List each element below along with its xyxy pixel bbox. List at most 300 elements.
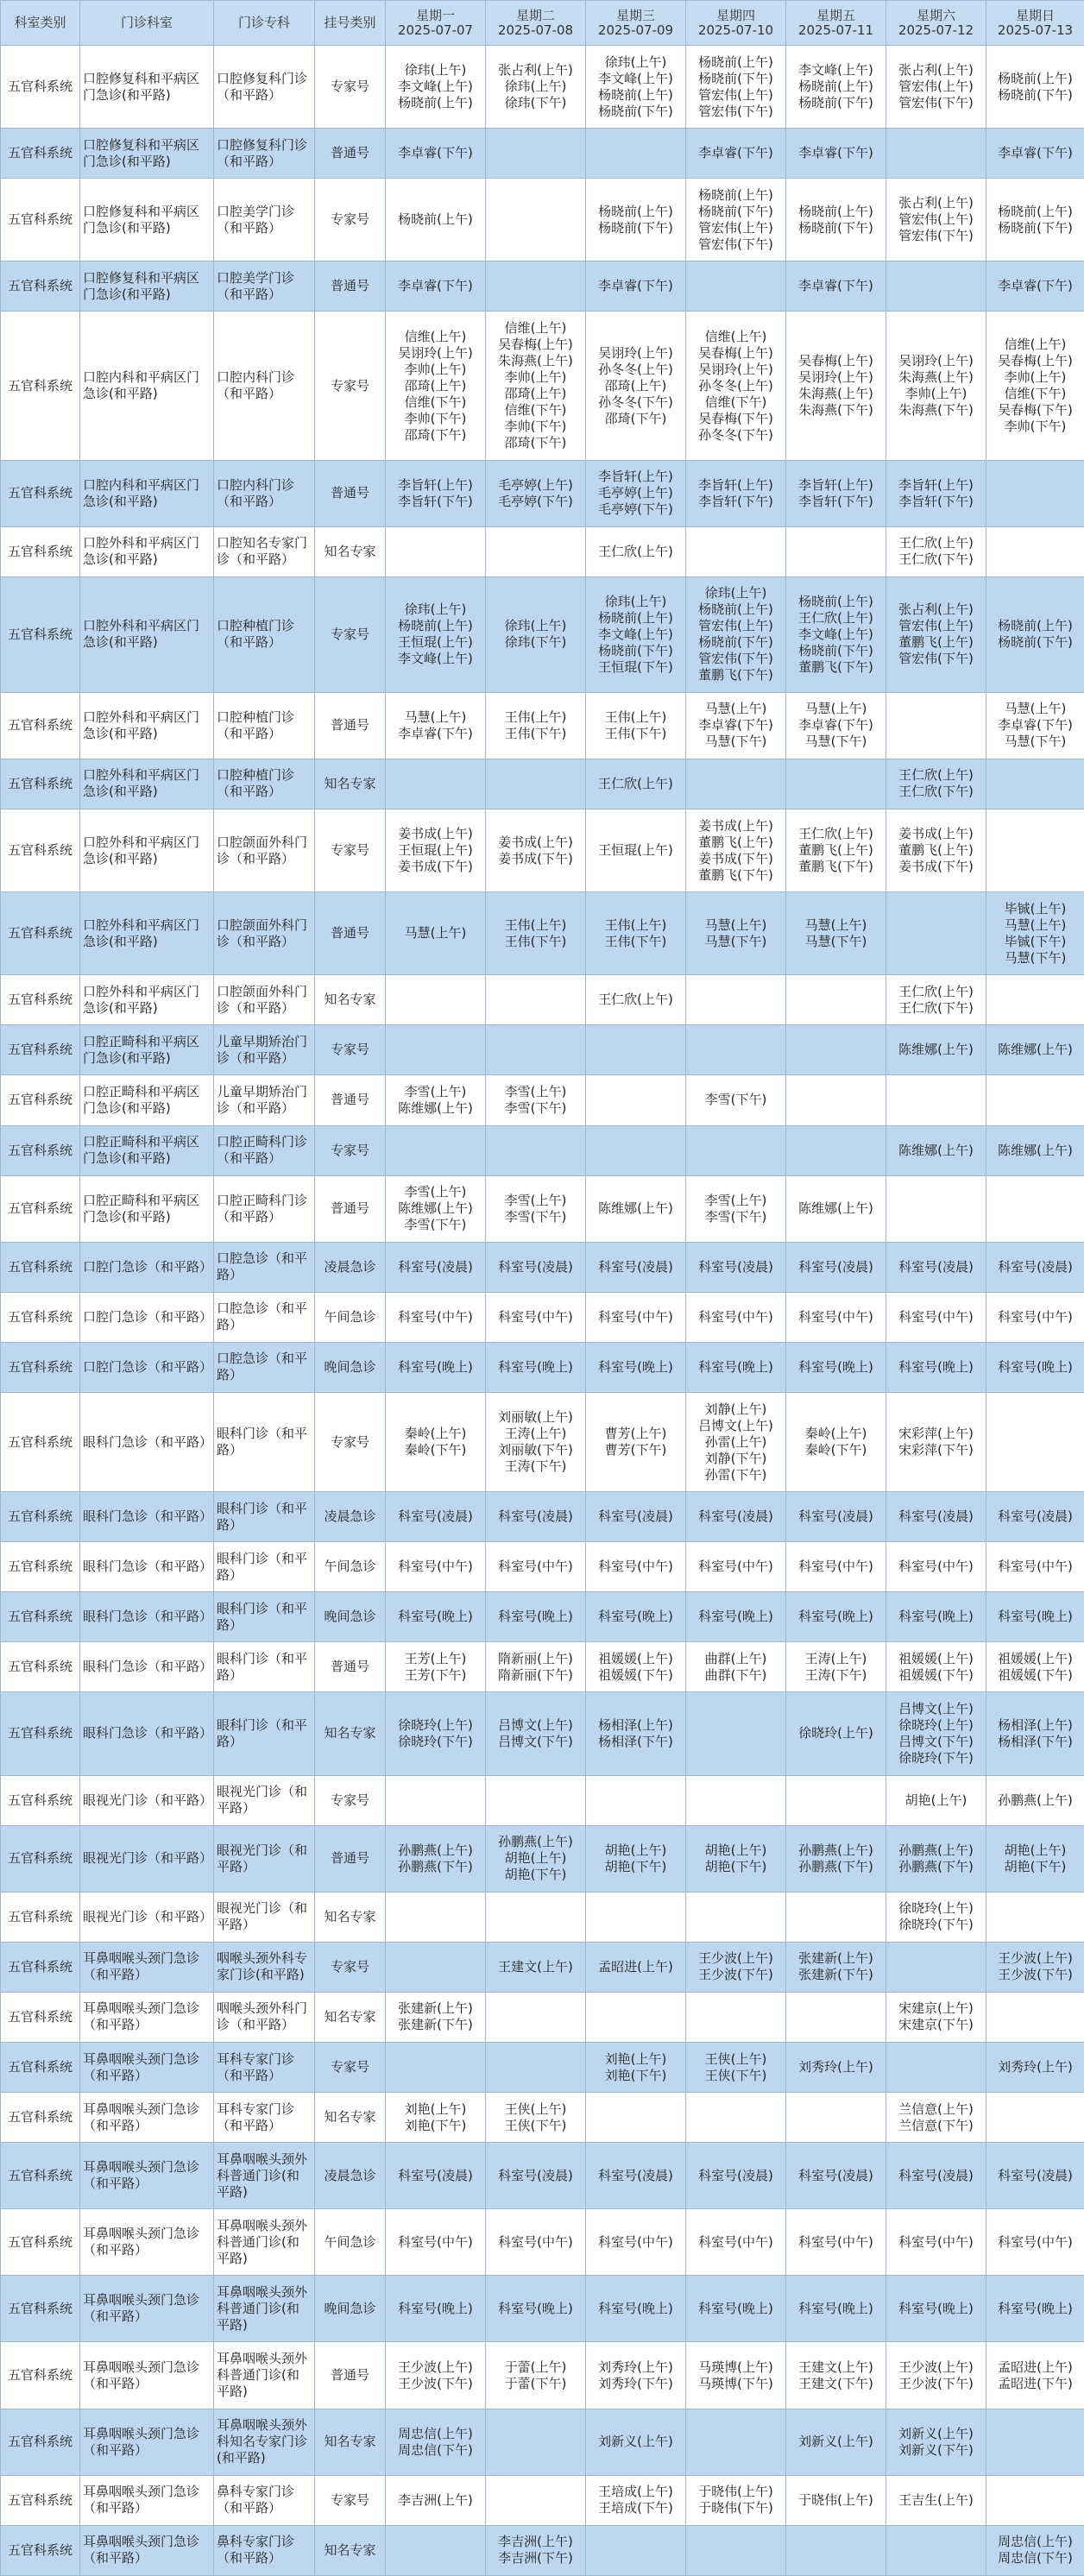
category-cell: 五官科系统 bbox=[1, 1025, 80, 1075]
doctor-slot: 董鹏飞(下午) bbox=[798, 859, 873, 875]
day-cell bbox=[786, 576, 886, 692]
weekday-label: 星期三 bbox=[615, 7, 655, 23]
day-cell bbox=[486, 1825, 586, 1892]
doctor-slot: 李帅(上午) bbox=[904, 386, 967, 402]
day-cell bbox=[886, 261, 986, 312]
doctor-slot: 吴春梅(上午) bbox=[798, 353, 873, 369]
reg-type-cell: 普通号 bbox=[315, 1175, 386, 1242]
day-cell bbox=[986, 1075, 1084, 1125]
doctor-slot: 科室号(晚上) bbox=[598, 1609, 673, 1625]
specialty-cell: 口腔美学门诊（和平路） bbox=[214, 261, 315, 312]
doctor-slot: 马慧(上午) bbox=[1004, 701, 1067, 717]
doctor-slot: 胡艳(上午) bbox=[704, 1842, 767, 1858]
doctor-slot: 李卓睿(下午) bbox=[798, 145, 873, 161]
clinic-cell: 眼科门急诊（和平路） bbox=[80, 1392, 214, 1491]
day-cell bbox=[386, 1692, 486, 1775]
day-cell bbox=[686, 261, 786, 312]
specialty-cell: 口腔颌面外科门诊（和平路） bbox=[214, 809, 315, 892]
doctor-slot: 李卓睿(下午) bbox=[598, 278, 673, 294]
doctor-slot: 刘艳(上午) bbox=[404, 2100, 467, 2117]
day-cell bbox=[386, 1492, 486, 1542]
table-row bbox=[1, 892, 1084, 975]
day-cell bbox=[486, 2525, 586, 2575]
day-cell bbox=[386, 460, 486, 526]
category-cell: 五官科系统 bbox=[1, 975, 80, 1025]
doctor-slot: 孙冬冬(上午) bbox=[698, 377, 773, 394]
reg-type-cell: 知名专家 bbox=[315, 759, 386, 809]
doctor-slot: 于蕾(下午) bbox=[504, 2375, 567, 2391]
doctor-slot: 王仁欣(下午) bbox=[898, 784, 974, 800]
doctor-slot: 管宏伟(下午) bbox=[898, 95, 974, 111]
table-row bbox=[1, 1175, 1084, 1242]
weekday-label: 星期二 bbox=[515, 7, 555, 23]
doctor-slot: 科室号(凌晨) bbox=[698, 1258, 773, 1275]
clinic-cell: 耳鼻咽喉头颈门急诊（和平路） bbox=[80, 2093, 214, 2143]
day-cell bbox=[386, 1075, 486, 1125]
day-cell bbox=[586, 2143, 686, 2209]
doctor-slot: 科室号(中午) bbox=[798, 1559, 873, 1575]
day-cell bbox=[786, 2043, 886, 2093]
clinic-cell: 耳鼻咽喉头颈门急诊（和平路） bbox=[80, 2043, 214, 2093]
clinic-cell: 耳鼻咽喉头颈门急诊（和平路） bbox=[80, 2276, 214, 2342]
doctor-slot: 于晓伟(下午) bbox=[698, 2500, 773, 2516]
reg-type-cell: 专家号 bbox=[315, 2043, 386, 2093]
doctor-slot: 王侠(下午) bbox=[504, 2117, 567, 2133]
weekday-label: 星期五 bbox=[816, 7, 855, 23]
doctor-slot: 王仁欣(上午) bbox=[598, 543, 673, 559]
specialty-cell: 儿童早期矫治门诊（和平路） bbox=[214, 1075, 315, 1125]
specialty-cell: 眼科门诊（和平路） bbox=[214, 1542, 315, 1592]
doctor-slot: 管宏伟(上午) bbox=[898, 211, 974, 228]
day-cell bbox=[486, 2475, 586, 2525]
doctor-slot: 科室号(晚上) bbox=[798, 2300, 873, 2316]
day-cell bbox=[986, 1892, 1084, 1942]
day-cell bbox=[486, 1992, 586, 2042]
category-cell: 五官科系统 bbox=[1, 2342, 80, 2409]
doctor-slot: 科室号(晚上) bbox=[698, 1358, 773, 1375]
doctor-slot: 李文峰(上午) bbox=[798, 62, 873, 79]
category-cell: 五官科系统 bbox=[1, 1292, 80, 1342]
doctor-slot: 王芳(下午) bbox=[404, 1666, 467, 1683]
specialty-cell: 口腔急诊（和平路） bbox=[214, 1292, 315, 1342]
reg-type-cell: 普通号 bbox=[315, 129, 386, 179]
day-cell bbox=[886, 2209, 986, 2276]
day-cell bbox=[686, 759, 786, 809]
category-cell: 五官科系统 bbox=[1, 759, 80, 809]
doctor-slot: 王恒琨(上午) bbox=[398, 842, 473, 859]
doctor-slot: 李卓睿(下午) bbox=[698, 145, 773, 161]
doctor-slot: 科室号(晚上) bbox=[898, 1358, 974, 1375]
doctor-slot: 王仁欣(上午) bbox=[598, 992, 673, 1008]
doctor-slot: 科室号(晚上) bbox=[698, 2300, 773, 2316]
doctor-slot: 刘秀玲(下午) bbox=[598, 2375, 673, 2391]
doctor-slot: 马慧(上午) bbox=[804, 701, 867, 717]
day-cell bbox=[586, 526, 686, 576]
clinic-cell: 耳鼻咽喉头颈门急诊（和平路） bbox=[80, 1942, 214, 1992]
day-cell bbox=[886, 1642, 986, 1692]
doctor-slot: 姜书成(上午) bbox=[898, 826, 974, 842]
doctor-slot: 吕博文(下午) bbox=[898, 1733, 974, 1749]
day-cell bbox=[686, 460, 786, 526]
doctor-slot: 李卓睿(下午) bbox=[398, 725, 473, 741]
day-cell bbox=[786, 1175, 886, 1242]
day-cell bbox=[786, 1642, 886, 1692]
doctor-slot: 李文峰(上午) bbox=[398, 79, 473, 95]
day-cell bbox=[486, 1025, 586, 1075]
weekday-label: 星期四 bbox=[715, 7, 755, 23]
day-cell bbox=[386, 2409, 486, 2475]
doctor-slot: 科室号(凌晨) bbox=[998, 1508, 1073, 1525]
specialty-cell: 耳鼻咽喉头颈外科普通门诊(和平路) bbox=[214, 2143, 315, 2209]
clinic-cell: 口腔修复科和平病区门急诊(和平路) bbox=[80, 129, 214, 179]
doctor-slot: 王仁欣(下午) bbox=[898, 999, 974, 1016]
clinic-cell: 口腔正畸科和平病区门急诊(和平路) bbox=[80, 1025, 214, 1075]
doctor-slot: 刘艳(上午) bbox=[604, 2050, 667, 2067]
doctor-slot: 李雪(下午) bbox=[504, 1099, 567, 1116]
doctor-slot: 徐晓玲(上午) bbox=[798, 1725, 873, 1741]
day-cell bbox=[886, 1542, 986, 1592]
table-row bbox=[1, 2525, 1084, 2575]
reg-type-cell: 专家号 bbox=[315, 1942, 386, 1992]
doctor-slot: 朱海燕(上午) bbox=[498, 353, 573, 369]
day-cell bbox=[386, 526, 486, 576]
doctor-slot: 秦岭(上午) bbox=[404, 1426, 467, 1442]
day-cell bbox=[486, 129, 586, 179]
doctor-slot: 祖媛媛(下午) bbox=[598, 1666, 673, 1683]
day-cell bbox=[486, 1125, 586, 1175]
doctor-slot: 科室号(凌晨) bbox=[598, 2167, 673, 2183]
reg-type-cell: 晚间急诊 bbox=[315, 2276, 386, 2342]
clinic-cell: 眼视光门诊（和平路） bbox=[80, 1825, 214, 1892]
day-cell bbox=[486, 2143, 586, 2209]
category-cell: 五官科系统 bbox=[1, 1592, 80, 1642]
clinic-cell: 眼科门急诊（和平路） bbox=[80, 1492, 214, 1542]
reg-type-cell: 知名专家 bbox=[315, 1692, 386, 1775]
doctor-slot: 徐玮(上午) bbox=[704, 585, 767, 601]
doctor-slot: 于晓伟(上午) bbox=[798, 2491, 873, 2508]
reg-type-cell: 普通号 bbox=[315, 1825, 386, 1892]
day-cell bbox=[986, 460, 1084, 526]
table-row bbox=[1, 179, 1084, 261]
specialty-cell: 眼科门诊（和平路） bbox=[214, 1392, 315, 1491]
doctor-slot: 徐晓玲(上午) bbox=[898, 1716, 974, 1733]
day-cell bbox=[886, 2276, 986, 2342]
doctor-slot: 马慧(下午) bbox=[704, 734, 767, 750]
doctor-slot: 姜书成(下午) bbox=[698, 850, 773, 866]
day-cell bbox=[586, 1292, 686, 1342]
clinic-cell: 眼科门急诊（和平路） bbox=[80, 1692, 214, 1775]
specialty-cell: 眼视光门诊（和平路） bbox=[214, 1775, 315, 1825]
day-cell bbox=[386, 1642, 486, 1692]
doctor-slot: 杨晓前(上午) bbox=[698, 601, 773, 618]
doctor-slot: 刘新义(上午) bbox=[598, 2434, 673, 2450]
doctor-slot: 李文峰(上午) bbox=[598, 626, 673, 642]
category-cell: 五官科系统 bbox=[1, 809, 80, 892]
day-cell bbox=[386, 1542, 486, 1592]
table-row bbox=[1, 2143, 1084, 2209]
day-cell bbox=[886, 809, 986, 892]
doctor-slot: 刘丽敏(上午) bbox=[498, 1409, 573, 1426]
doctor-slot: 董鹏飞(下午) bbox=[798, 658, 873, 675]
table-row bbox=[1, 1942, 1084, 1992]
day-cell bbox=[986, 1992, 1084, 2042]
day-cell bbox=[386, 1125, 486, 1175]
clinic-cell: 耳鼻咽喉头颈门急诊（和平路） bbox=[80, 2475, 214, 2525]
doctor-slot: 科室号(凌晨) bbox=[798, 1258, 873, 1275]
day-cell bbox=[686, 2342, 786, 2409]
doctor-slot: 邵琦(上午) bbox=[404, 377, 467, 394]
day-cell bbox=[986, 1542, 1084, 1592]
date-label: 2025-07-13 bbox=[997, 22, 1074, 38]
day-cell bbox=[786, 526, 886, 576]
category-cell: 五官科系统 bbox=[1, 1242, 80, 1292]
doctor-slot: 科室号(中午) bbox=[698, 1308, 773, 1325]
day-cell bbox=[686, 809, 786, 892]
day-cell bbox=[586, 1025, 686, 1075]
doctor-slot: 马慧(上午) bbox=[404, 709, 467, 725]
day-cell bbox=[786, 1392, 886, 1491]
day-cell bbox=[386, 2093, 486, 2143]
doctor-slot: 兰信意(上午) bbox=[898, 2100, 974, 2117]
doctor-slot: 徐玮(上午) bbox=[404, 62, 467, 79]
doctor-slot: 科室号(凌晨) bbox=[798, 1508, 873, 1525]
day-cell bbox=[686, 1125, 786, 1175]
day-cell bbox=[586, 1642, 686, 1692]
doctor-slot: 科室号(凌晨) bbox=[898, 2167, 974, 2183]
day-cell bbox=[986, 1492, 1084, 1542]
doctor-slot: 王少波(下午) bbox=[698, 1967, 773, 1983]
doctor-slot: 吕博文(上午) bbox=[498, 1716, 573, 1733]
doctor-slot: 陈维娜(上午) bbox=[998, 1042, 1073, 1058]
header-day-sat bbox=[886, 1, 986, 46]
reg-type-cell: 知名专家 bbox=[315, 2409, 386, 2475]
day-cell bbox=[986, 2525, 1084, 2575]
doctor-slot: 朱海燕(上午) bbox=[898, 369, 974, 386]
day-cell bbox=[586, 1392, 686, 1491]
doctor-slot: 秦岭(下午) bbox=[404, 1442, 467, 1458]
doctor-slot: 管宏伟(下午) bbox=[698, 236, 773, 252]
header-day-sun bbox=[986, 1, 1084, 46]
doctor-slot: 王建文(上午) bbox=[498, 1958, 573, 1975]
day-cell bbox=[586, 46, 686, 129]
day-cell bbox=[586, 692, 686, 759]
clinic-cell: 口腔外科和平病区门急诊(和平路) bbox=[80, 892, 214, 975]
specialty-cell: 咽喉头颈外科门诊（和平路） bbox=[214, 1992, 315, 2042]
doctor-slot: 科室号(中午) bbox=[398, 1308, 473, 1325]
day-cell bbox=[386, 2209, 486, 2276]
day-cell bbox=[686, 1392, 786, 1491]
doctor-slot: 徐晓玲(下午) bbox=[898, 1749, 974, 1766]
category-cell: 五官科系统 bbox=[1, 526, 80, 576]
reg-type-cell: 专家号 bbox=[315, 179, 386, 261]
day-cell bbox=[986, 1592, 1084, 1642]
doctor-slot: 姜书成(上午) bbox=[498, 834, 573, 850]
doctor-slot: 科室号(凌晨) bbox=[898, 1508, 974, 1525]
reg-type-cell: 专家号 bbox=[315, 1025, 386, 1075]
doctor-slot: 杨晓前(上午) bbox=[398, 618, 473, 634]
clinic-cell: 口腔正畸科和平病区门急诊(和平路) bbox=[80, 1125, 214, 1175]
day-cell bbox=[486, 892, 586, 975]
doctor-slot: 科室号(凌晨) bbox=[598, 1258, 673, 1275]
doctor-slot: 徐玮(下午) bbox=[504, 634, 567, 651]
doctor-slot: 王仁欣(上午) bbox=[598, 775, 673, 791]
category-cell: 五官科系统 bbox=[1, 1775, 80, 1825]
day-cell bbox=[386, 2143, 486, 2209]
specialty-cell: 眼科门诊（和平路） bbox=[214, 1592, 315, 1642]
day-cell bbox=[386, 2043, 486, 2093]
day-cell bbox=[686, 2475, 786, 2525]
day-cell bbox=[686, 1775, 786, 1825]
day-cell bbox=[686, 1542, 786, 1592]
day-cell bbox=[386, 1392, 486, 1491]
day-cell bbox=[986, 261, 1084, 312]
doctor-slot: 祖媛媛(上午) bbox=[898, 1650, 974, 1666]
category-cell: 五官科系统 bbox=[1, 576, 80, 692]
doctor-slot: 管宏伟(上午) bbox=[898, 79, 974, 95]
table-row bbox=[1, 975, 1084, 1025]
doctor-slot: 科室号(晚上) bbox=[398, 2300, 473, 2316]
doctor-slot: 王涛(上午) bbox=[804, 1650, 867, 1666]
doctor-slot: 周忠信(下午) bbox=[398, 2441, 473, 2458]
day-cell bbox=[786, 1592, 886, 1642]
doctor-slot: 李雪(上午) bbox=[504, 1083, 567, 1099]
doctor-slot: 隋新丽(上午) bbox=[498, 1650, 573, 1666]
specialty-cell: 口腔种植门诊（和平路） bbox=[214, 692, 315, 759]
clinic-cell: 耳鼻咽喉头颈门急诊（和平路） bbox=[80, 1992, 214, 2042]
doctor-slot: 王仁欣(上午) bbox=[898, 983, 974, 999]
doctor-slot: 刘秀玲(上午) bbox=[798, 2059, 873, 2075]
day-cell bbox=[586, 2209, 686, 2276]
doctor-slot: 管宏伟(下午) bbox=[898, 651, 974, 667]
day-cell bbox=[686, 1592, 786, 1642]
doctor-slot: 王伟(上午) bbox=[504, 916, 567, 933]
doctor-slot: 王少波(上午) bbox=[698, 1950, 773, 1967]
day-cell bbox=[786, 1492, 886, 1542]
day-cell bbox=[886, 46, 986, 129]
doctor-slot: 科室号(中午) bbox=[898, 1308, 974, 1325]
doctor-slot: 刘新义(下午) bbox=[898, 2441, 974, 2458]
doctor-slot: 刘新义(上午) bbox=[798, 2434, 873, 2450]
doctor-slot: 科室号(凌晨) bbox=[998, 2167, 1073, 2183]
day-cell bbox=[986, 576, 1084, 692]
category-cell: 五官科系统 bbox=[1, 261, 80, 312]
doctor-slot: 管宏伟(上午) bbox=[698, 618, 773, 634]
category-cell: 五官科系统 bbox=[1, 1175, 80, 1242]
clinic-cell: 口腔修复科和平病区门急诊(和平路) bbox=[80, 179, 214, 261]
day-cell bbox=[486, 261, 586, 312]
date-label: 2025-07-12 bbox=[898, 22, 974, 38]
doctor-slot: 李吉洲(上午) bbox=[398, 2491, 473, 2508]
doctor-slot: 王恒琨(下午) bbox=[598, 658, 673, 675]
date-label: 2025-07-10 bbox=[697, 22, 774, 38]
doctor-slot: 杨晓前(下午) bbox=[698, 70, 773, 86]
day-cell bbox=[386, 576, 486, 692]
day-cell bbox=[886, 2342, 986, 2409]
reg-type-cell: 专家号 bbox=[315, 1125, 386, 1175]
day-cell bbox=[486, 809, 586, 892]
day-cell bbox=[386, 1025, 486, 1075]
clinic-cell: 口腔外科和平病区门急诊(和平路) bbox=[80, 975, 214, 1025]
day-cell bbox=[886, 1992, 986, 2042]
table-row bbox=[1, 1075, 1084, 1125]
doctor-slot: 科室号(凌晨) bbox=[398, 1258, 473, 1275]
specialty-cell: 口腔修复科门诊（和平路） bbox=[214, 46, 315, 129]
doctor-slot: 刘丽敏(下午) bbox=[498, 1442, 573, 1458]
header-day-fri bbox=[786, 1, 886, 46]
clinic-cell: 耳鼻咽喉头颈门急诊（和平路） bbox=[80, 2525, 214, 2575]
doctor-slot: 杨晓前(下午) bbox=[598, 219, 673, 236]
specialty-cell: 口腔美学门诊（和平路） bbox=[214, 179, 315, 261]
doctor-slot: 徐玮(上午) bbox=[604, 54, 667, 70]
day-cell bbox=[686, 1292, 786, 1342]
doctor-slot: 姜书成(下午) bbox=[898, 859, 974, 875]
day-cell bbox=[386, 1242, 486, 1292]
day-cell bbox=[486, 2209, 586, 2276]
reg-type-cell: 凌晨急诊 bbox=[315, 2143, 386, 2209]
doctor-slot: 吴春梅(下午) bbox=[698, 410, 773, 426]
doctor-slot: 陈维娜(上午) bbox=[398, 1099, 473, 1116]
day-cell bbox=[886, 1825, 986, 1892]
doctor-slot: 马慧(上午) bbox=[804, 916, 867, 933]
doctor-slot: 张建新(上午) bbox=[798, 1950, 873, 1967]
day-cell bbox=[886, 576, 986, 692]
day-cell bbox=[886, 2409, 986, 2475]
day-cell bbox=[986, 2342, 1084, 2409]
date-label: 2025-07-08 bbox=[497, 22, 574, 38]
day-cell bbox=[686, 2093, 786, 2143]
doctor-slot: 科室号(中午) bbox=[498, 2233, 573, 2250]
day-cell bbox=[986, 1025, 1084, 1075]
doctor-slot: 胡艳(上午) bbox=[604, 1842, 667, 1858]
doctor-slot: 胡艳(下午) bbox=[604, 1858, 667, 1874]
doctor-slot: 信维(下午) bbox=[704, 394, 767, 410]
category-cell: 五官科系统 bbox=[1, 1692, 80, 1775]
doctor-slot: 孙鹏燕(下午) bbox=[398, 1858, 473, 1874]
day-cell bbox=[486, 1492, 586, 1542]
day-cell bbox=[486, 1175, 586, 1242]
day-cell bbox=[686, 692, 786, 759]
reg-type-cell: 普通号 bbox=[315, 692, 386, 759]
doctor-slot: 科室号(晚上) bbox=[798, 1609, 873, 1625]
table-row bbox=[1, 129, 1084, 179]
doctor-slot: 王侠(上午) bbox=[504, 2100, 567, 2117]
day-cell bbox=[786, 1892, 886, 1942]
doctor-slot: 孙雷(下午) bbox=[704, 1466, 767, 1483]
doctor-slot: 管宏伟(上午) bbox=[698, 219, 773, 236]
doctor-slot: 吕博文(上午) bbox=[898, 1700, 974, 1716]
doctor-slot: 张占利(上午) bbox=[898, 195, 974, 211]
day-cell bbox=[686, 46, 786, 129]
doctor-slot: 信维(上午) bbox=[704, 328, 767, 344]
specialty-cell: 耳鼻咽喉头颈外科知名专家门诊(和平路) bbox=[214, 2409, 315, 2475]
clinic-cell: 口腔外科和平病区门急诊(和平路) bbox=[80, 809, 214, 892]
doctor-slot: 王伟(下午) bbox=[604, 933, 667, 949]
day-cell bbox=[486, 46, 586, 129]
doctor-slot: 李旨轩(下午) bbox=[898, 493, 974, 509]
doctor-slot: 马慧(上午) bbox=[404, 925, 467, 942]
day-cell bbox=[886, 759, 986, 809]
reg-type-cell: 午间急诊 bbox=[315, 2209, 386, 2276]
doctor-slot: 信维(上午) bbox=[504, 320, 567, 337]
doctor-slot: 吴春梅(上午) bbox=[698, 344, 773, 361]
doctor-slot: 陈维娜(上午) bbox=[898, 1142, 974, 1158]
doctor-slot: 王涛(下午) bbox=[804, 1666, 867, 1683]
doctor-slot: 朱海燕(下午) bbox=[898, 402, 974, 419]
doctor-slot: 信维(下午) bbox=[1004, 386, 1067, 402]
doctor-slot: 秦岭(下午) bbox=[804, 1442, 867, 1458]
doctor-slot: 马瑛博(下午) bbox=[698, 2375, 773, 2391]
doctor-slot: 毕铖(下午) bbox=[1004, 933, 1067, 949]
